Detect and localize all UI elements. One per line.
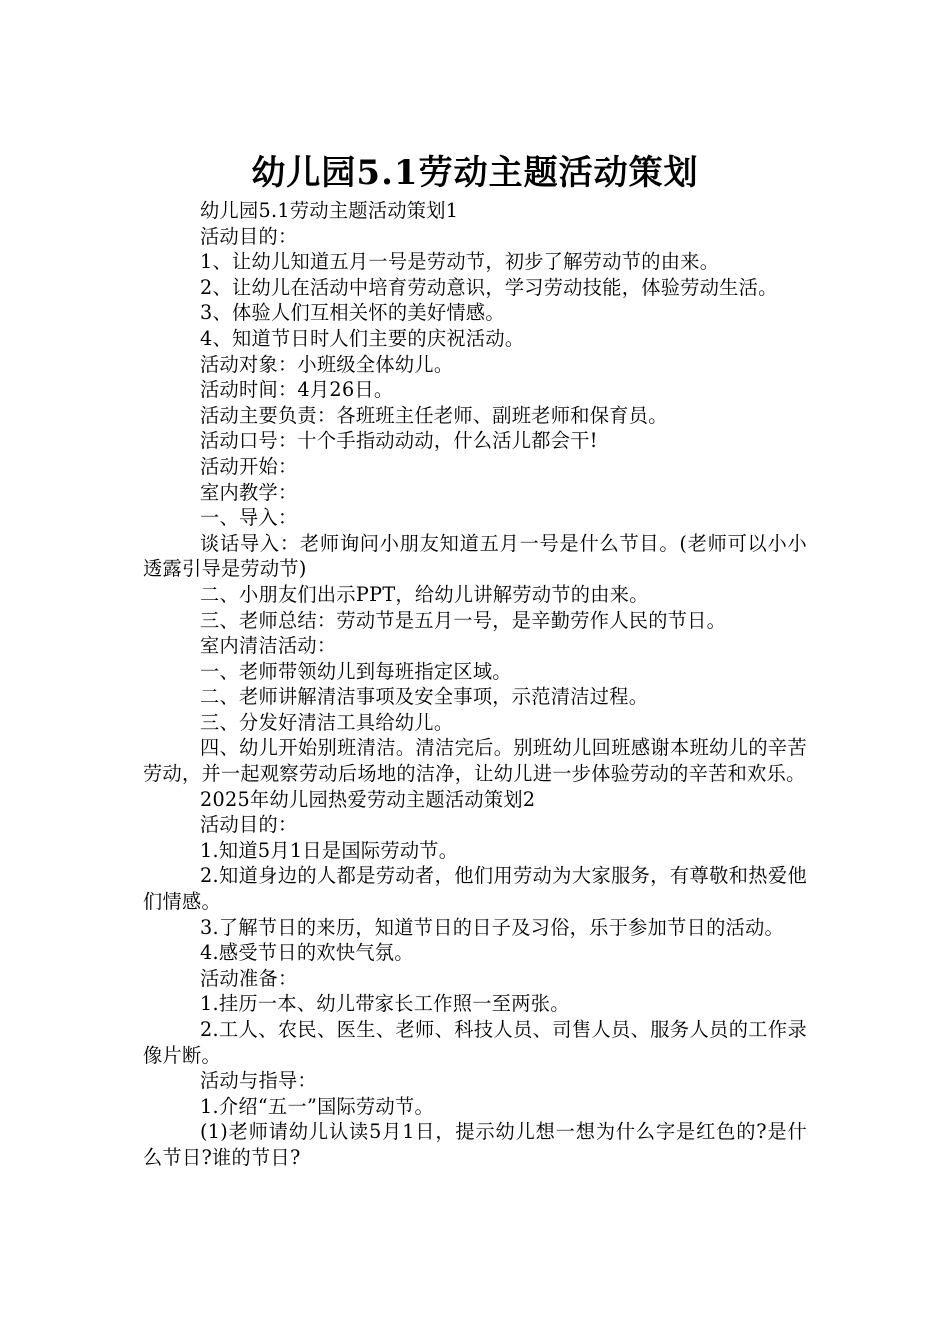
paragraph: 2.知道身边的人都是劳动者，他们用劳动为大家服务，有尊敬和热爱他们情感。 xyxy=(143,864,807,914)
paragraph: 3、体验人们互相关怀的美好情感。 xyxy=(200,301,505,325)
paragraph: 活动对象：小班级全体幼儿。 xyxy=(200,352,454,376)
paragraph: 室内清洁活动： xyxy=(200,634,337,658)
paragraph: 活动主要负责：各班班主任老师、副班老师和保育员。 xyxy=(200,403,668,427)
paragraph: 1、让幼儿知道五月一号是劳动节，初步了解劳动节的由来。 xyxy=(200,250,720,274)
paragraph: 室内教学： xyxy=(200,480,298,504)
paragraph: 活动准备： xyxy=(200,966,298,990)
paragraph: 1.知道5月1日是国际劳动节。 xyxy=(200,838,459,862)
paragraph: 二、小朋友们出示PPT，给幼儿讲解劳动节的由来。 xyxy=(200,582,649,606)
paragraph: (1)老师请幼儿认读5月1日，提示幼儿想一想为什么字是红色的?是什么节日?谁的节日? xyxy=(143,1120,807,1169)
paragraph: 4.感受节日的欢快气氛。 xyxy=(200,941,414,965)
document-body xyxy=(143,198,807,1171)
paragraph: 幼儿园5.1劳动主题活动策划1 xyxy=(200,199,459,222)
paragraph: 3.了解节日的来历，知道节日的日子及习俗，乐于参加节日的活动。 xyxy=(200,915,785,939)
paragraph: 1.介绍“五一”国际劳动节。 xyxy=(200,1094,434,1118)
paragraph: 一、老师带领幼儿到每班指定区域。 xyxy=(200,659,512,683)
paragraph: 2、让幼儿在活动中培育劳动意识，学习劳动技能，体验劳动生活。 xyxy=(200,275,778,299)
paragraph: 二、老师讲解清洁事项及安全事项，示范清洁过程。 xyxy=(200,685,649,709)
document-title: 幼儿园5.1劳动主题活动策划 xyxy=(251,152,699,193)
paragraph: 活动目的： xyxy=(200,813,298,837)
paragraph: 活动开始： xyxy=(200,454,298,478)
paragraph: 1.挂历一本、幼儿带家长工作照一至两张。 xyxy=(200,992,570,1016)
paragraph: 一、导入： xyxy=(200,506,298,530)
paragraph: 活动与指导： xyxy=(200,1069,317,1093)
paragraph: 三、老师总结：劳动节是五月一号，是辛勤劳作人民的节日。 xyxy=(200,608,727,632)
paragraph: 活动口号：十个手指动动动，什么活儿都会干! xyxy=(200,429,598,453)
paragraph: 谈话导入：老师询问小朋友知道五月一号是什么节目。(老师可以小小透露引导是劳动节) xyxy=(143,531,807,581)
paragraph: 2025年幼儿园热爱劳动主题活动策划2 xyxy=(200,787,536,811)
paragraph: 活动目的： xyxy=(200,224,298,248)
paragraph: 四、幼儿开始别班清洁。清洁完后。别班幼儿回班感谢本班幼儿的辛苦劳动，并一起观察劳动后场地的洁净，让幼儿进一步体验劳动的辛苦和欢乐。 xyxy=(143,736,807,786)
paragraph: 三、分发好清洁工具给幼儿。 xyxy=(200,710,454,734)
paragraph: 4、知道节日时人们主要的庆祝活动。 xyxy=(200,326,525,350)
paragraph: 活动时间：4月26日。 xyxy=(200,378,394,402)
paragraph: 2.工人、农民、医生、老师、科技人员、司售人员、服务人员的工作录像片断。 xyxy=(143,1018,807,1067)
